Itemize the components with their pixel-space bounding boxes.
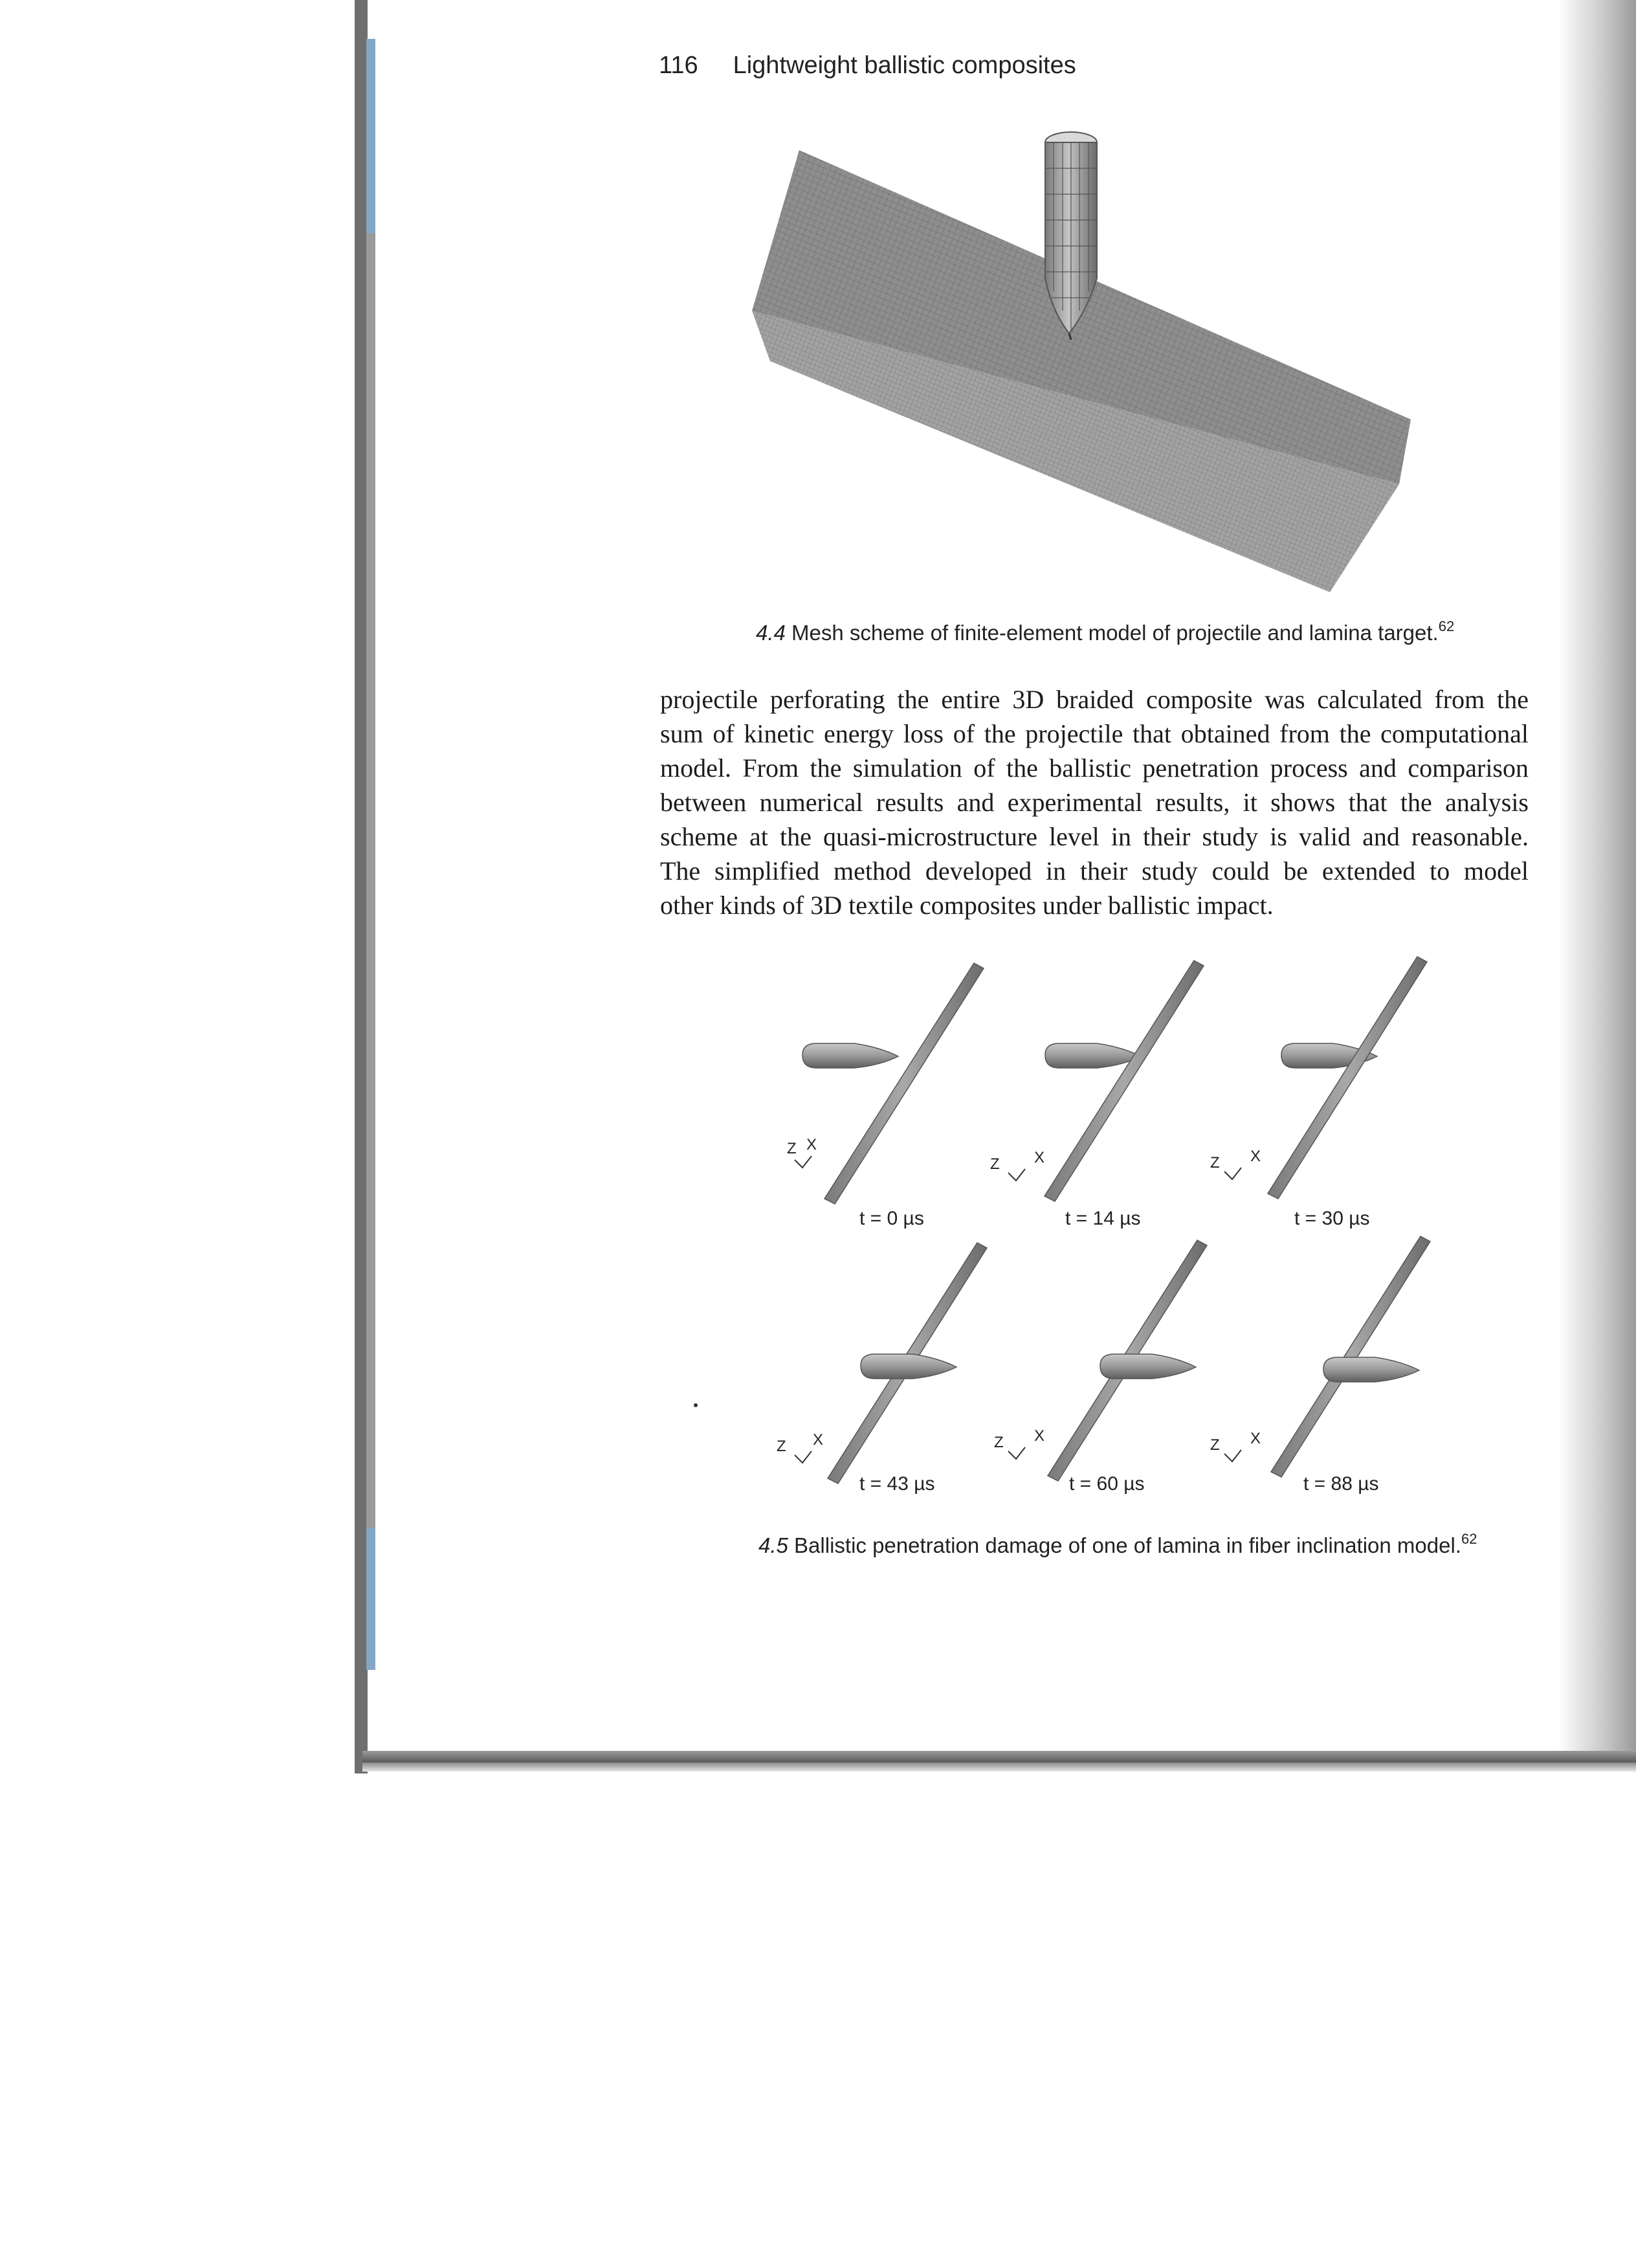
running-title: Lightweight ballistic composites [733, 52, 1076, 79]
axis-x-label: X [1034, 1149, 1045, 1166]
axis-x-label: X [1250, 1148, 1261, 1165]
panel-time-label: t = 14 µs [1065, 1208, 1141, 1229]
axis-x-label: X [1034, 1427, 1045, 1445]
page-bottom-edge [362, 1751, 1636, 1762]
panel-t14 [990, 961, 1204, 1229]
body-line: sum of kinetic energy loss of the projectile that obtained from the computational [660, 719, 1529, 748]
panel-t30 [1210, 957, 1427, 1229]
panel-time-label: t = 30 µs [1294, 1208, 1370, 1229]
panel-t0 [787, 963, 984, 1229]
book-spine-shadow [0, 0, 375, 1786]
spine-strip-top [366, 39, 375, 233]
axis-x-label: X [813, 1431, 824, 1449]
figure-4-5-number: 4.5 [758, 1533, 788, 1557]
projectile [1323, 1357, 1419, 1382]
lamina [1271, 1236, 1430, 1477]
panel-time-label: t = 88 µs [1303, 1473, 1379, 1495]
page-number: 116 [659, 52, 698, 79]
projectile [802, 1043, 898, 1068]
axis-triad [795, 1156, 812, 1168]
figure-4-5-penetration-sequence [764, 945, 1450, 1508]
figure-4-4-number: 4.4 [756, 621, 786, 645]
axis-triad [795, 1451, 812, 1463]
spine-strip-middle [366, 233, 375, 1528]
projectile [861, 1354, 956, 1379]
figure-4-4-mesh-illustration [744, 117, 1430, 602]
body-line: between numerical results and experimental results, it shows that the analysis [660, 788, 1529, 817]
running-header [659, 52, 1076, 80]
page-bottom-shadow [362, 1762, 1636, 1772]
body-paragraph [660, 682, 1529, 922]
projectile [1100, 1354, 1196, 1379]
figure-4-4-reference: 62 [1438, 618, 1455, 634]
figure-4-5-caption-text: Ballistic penetration damage of one of lamina in fiber inclination model. [794, 1533, 1461, 1557]
axis-x-label: X [1250, 1430, 1261, 1447]
axis-triad [1224, 1168, 1241, 1179]
panel-time-label: t = 0 µs [859, 1208, 924, 1229]
axis-z-label: Z [994, 1434, 1004, 1451]
figure-4-5-caption [758, 1531, 1477, 1558]
figure-4-4-caption-text: Mesh scheme of finite-element model of projectile and lamina target. [791, 621, 1439, 645]
figure-4-4-caption [756, 618, 1454, 645]
axis-triad [1224, 1450, 1241, 1462]
axis-x-label: X [806, 1136, 817, 1153]
panel-t88 [1210, 1236, 1430, 1495]
figure-4-5-reference: 62 [1461, 1531, 1477, 1547]
panel-time-label: t = 43 µs [859, 1473, 935, 1495]
body-line: projectile perforating the entire 3D braided composite was calculated from the [660, 685, 1529, 714]
body-line: other kinds of 3D textile composites under ballistic impact. [660, 891, 1274, 920]
scan-speck [694, 1403, 698, 1407]
axis-z-label: Z [1210, 1154, 1220, 1172]
axis-z-label: Z [1210, 1436, 1220, 1454]
axis-z-label: Z [990, 1155, 1000, 1173]
spine-strip-bottom [366, 1528, 375, 1670]
body-line: model. From the simulation of the ballistic penetration process and comparison [660, 753, 1529, 783]
axis-triad [1008, 1447, 1025, 1459]
axis-triad [1008, 1169, 1025, 1181]
body-line: The simplified method developed in their study could be extended to model [660, 856, 1529, 885]
axis-z-label: Z [787, 1140, 797, 1157]
lamina [824, 963, 984, 1204]
lamina [1045, 961, 1204, 1201]
axis-z-label: Z [777, 1438, 786, 1455]
spine-edge [355, 0, 368, 1773]
panel-t60 [994, 1240, 1207, 1495]
panel-t43 [777, 1243, 987, 1495]
lamina [1268, 957, 1427, 1199]
panel-time-label: t = 60 µs [1069, 1473, 1145, 1495]
projectile [1045, 1043, 1141, 1068]
page-right-edge-shadow [1558, 0, 1636, 1761]
body-line: scheme at the quasi-microstructure level in their study is valid and reasonable. [660, 822, 1529, 851]
